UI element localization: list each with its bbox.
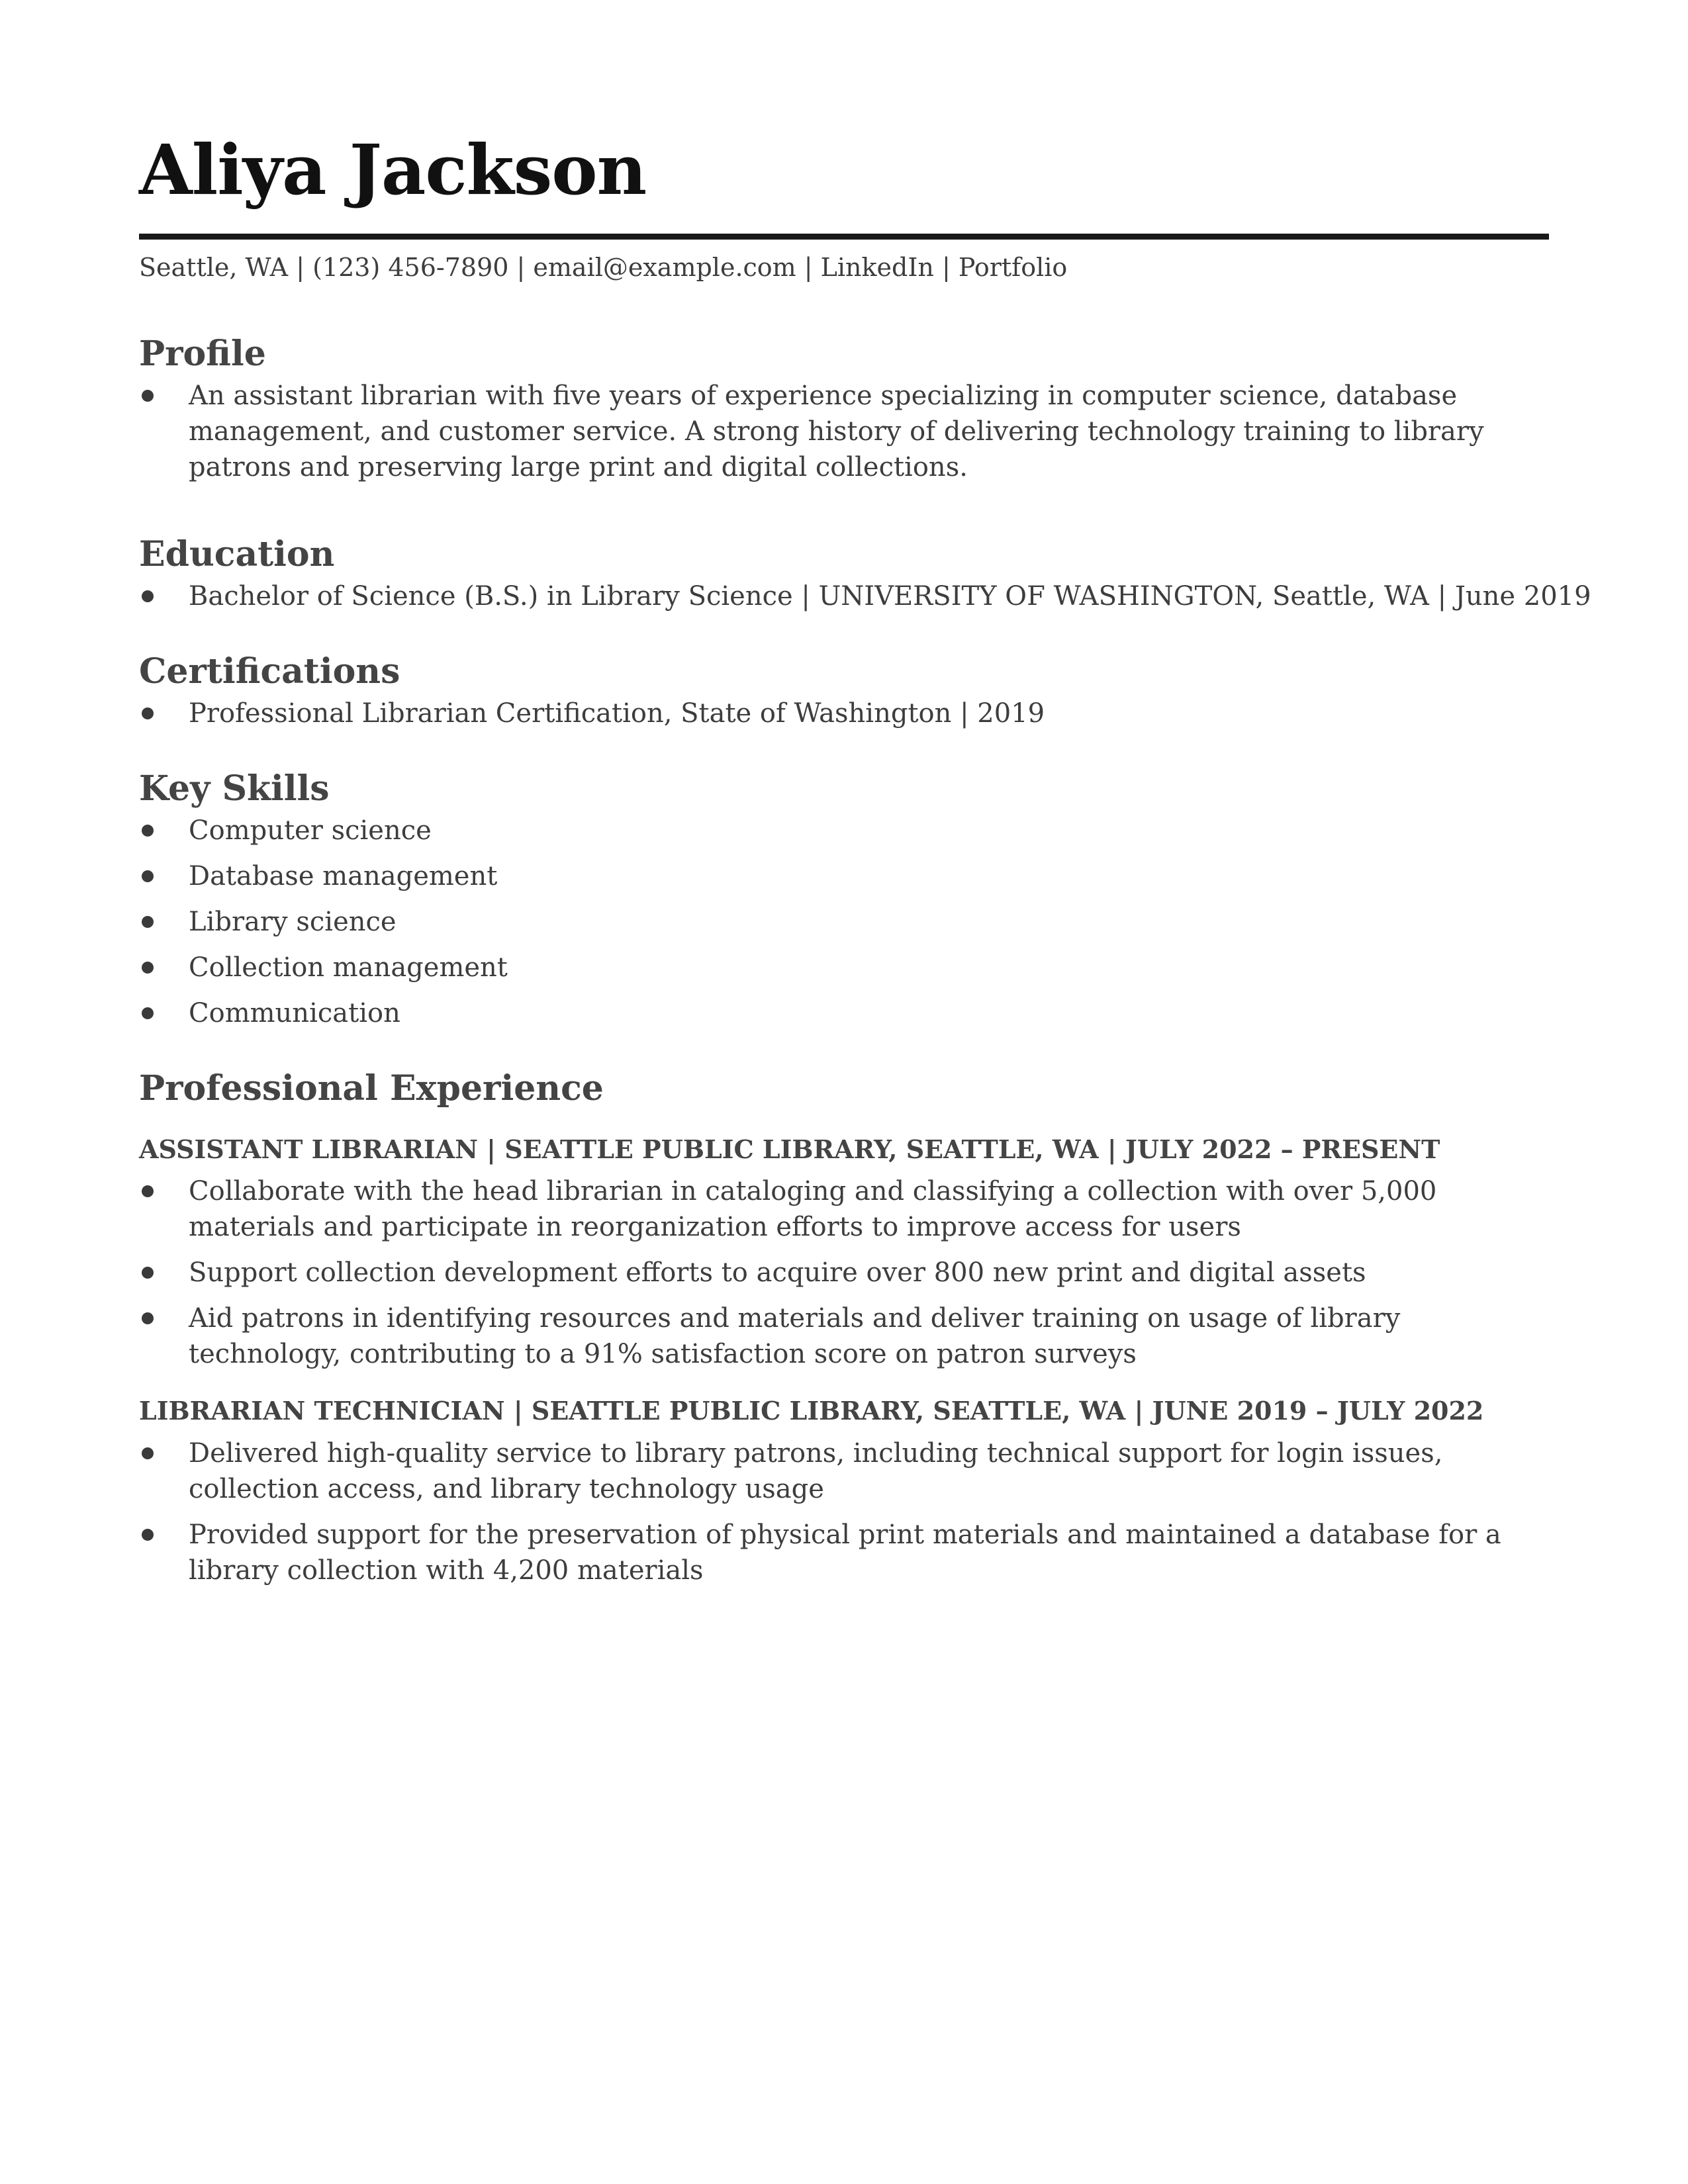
- section-title-key-skills: Key Skills: [139, 768, 330, 809]
- list-item-text: Aid patrons in identifying resources and materials and deliver training on usage of library technology, contributing to a 91% satisfaction score on patron surveys: [189, 1303, 1401, 1370]
- candidate-name: Aliya Jackson: [139, 129, 647, 210]
- skills-section: [139, 770, 1549, 1031]
- certifications-section: [139, 653, 1549, 731]
- section-title-certifications: Certifications: [139, 651, 400, 692]
- job-bullets: [139, 1435, 1549, 1588]
- bullet-icon: [142, 390, 154, 402]
- list-item-text: Provided support for the preservation of physical print materials and maintained a database for a library collection with 4,200 materials: [189, 1519, 1501, 1586]
- list-item: [139, 950, 1549, 985]
- bullet-icon: [142, 1007, 154, 1019]
- job-heading: ASSISTANT LIBRARIAN | SEATTLE PUBLIC LIBRARY, SEATTLE, WA | JULY 2022 – PRESENT: [139, 1134, 1440, 1164]
- bullet-icon: [142, 707, 154, 719]
- list-item: [139, 904, 1549, 940]
- bullet-icon: [142, 916, 154, 928]
- list-item: [139, 378, 1549, 485]
- list-item: [139, 1173, 1549, 1245]
- header-divider: [139, 234, 1549, 240]
- skills-list: [139, 813, 1549, 1031]
- resume-page: [139, 129, 1591, 1598]
- list-item: [139, 1435, 1549, 1507]
- list-item-text: Collaborate with the head librarian in cataloging and classifying a collection with over 5,000 materials and participate in reorganization efforts to improve access for users: [189, 1176, 1437, 1243]
- bullet-icon: [142, 590, 154, 602]
- list-item-text: Communication: [189, 998, 400, 1029]
- list-item-text: Bachelor of Science (B.S.) in Library Science | UNIVERSITY OF WASHINGTON, Seattle, WA | June 2019: [189, 580, 1591, 612]
- list-item: [139, 578, 1591, 614]
- section-title-professional-experience: Professional Experience: [139, 1068, 604, 1109]
- bullet-icon: [142, 825, 154, 837]
- list-item: [139, 995, 1549, 1031]
- list-item: [139, 858, 1549, 894]
- bullet-icon: [142, 1312, 154, 1324]
- list-item-text: Library science: [189, 907, 397, 938]
- education-section: [139, 533, 1591, 614]
- job-bullets: [139, 1173, 1549, 1372]
- list-item-text: An assistant librarian with five years of experience specializing in computer science, database management, and customer service. A strong history of delivering technology training to library patrons and preserving large print and digital collections.: [189, 380, 1484, 482]
- certifications-list: [139, 696, 1549, 731]
- profile-section: [139, 335, 1549, 485]
- section-title-profile: Profile: [139, 333, 266, 374]
- list-item: [139, 696, 1549, 731]
- list-item: [139, 1300, 1549, 1372]
- list-item-text: Computer science: [189, 815, 432, 846]
- job-heading: LIBRARIAN TECHNICIAN | SEATTLE PUBLIC LIBRARY, SEATTLE, WA | JUNE 2019 – JULY 2022: [139, 1396, 1484, 1426]
- list-item-text: Database management: [189, 861, 498, 892]
- education-list: [139, 578, 1591, 614]
- profile-list: [139, 378, 1549, 485]
- list-item-text: Collection management: [189, 952, 508, 983]
- list-item: [139, 1255, 1549, 1291]
- list-item-text: Professional Librarian Certification, State of Washington | 2019: [189, 698, 1045, 729]
- list-item: [139, 813, 1549, 848]
- bullet-icon: [142, 1267, 154, 1279]
- bullet-icon: [142, 962, 154, 974]
- bullet-icon: [142, 870, 154, 882]
- bullet-icon: [142, 1185, 154, 1197]
- contact-line: Seattle, WA | (123) 456-7890 | email@example.com | LinkedIn | Portfolio: [139, 253, 1068, 282]
- bullet-icon: [142, 1447, 154, 1459]
- list-item-text: Delivered high-quality service to library patrons, including technical support for login issues, collection access, and library technology usage: [189, 1437, 1443, 1504]
- list-item: [139, 1517, 1549, 1588]
- list-item-text: Support collection development efforts to acquire over 800 new print and digital assets: [189, 1257, 1366, 1289]
- section-title-education: Education: [139, 533, 335, 574]
- experience-section: [139, 1069, 1549, 1588]
- bullet-icon: [142, 1529, 154, 1541]
